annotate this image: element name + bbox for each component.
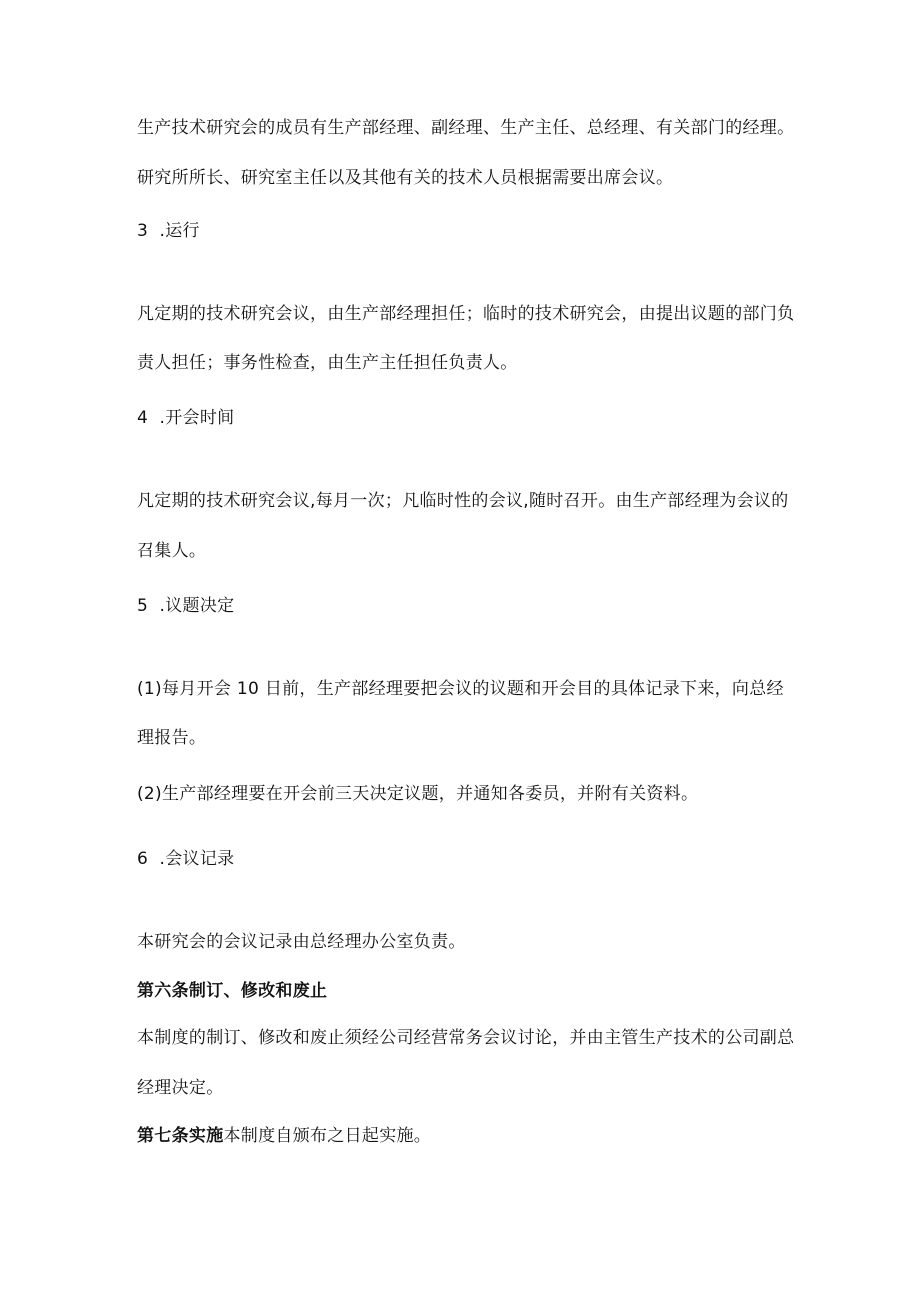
paragraph-operation-line-1: 凡定期的技术研究会议，由生产部经理担任；临时的技术研究会，由提出议题的部门负 (137, 304, 795, 324)
paragraph-members-line-1: 生产技术研究会的成员有生产部经理、副经理、生产主任、总经理、有关部门的经理。 (137, 118, 795, 138)
article-7-body: 本制度自颁布之日起实施。 (223, 1126, 432, 1146)
article-7-line (137, 1125, 431, 1147)
section-heading-agenda: 5 .议题决定 (137, 596, 235, 616)
paragraph-agenda-item1-line-2: 理报告。 (137, 728, 207, 748)
article-7-heading: 第七条实施 (137, 1126, 224, 1146)
paragraph-operation-line-2: 责人担任；事务性检查，由生产主任担任负责人。 (137, 353, 518, 373)
paragraph-minutes: 本研究会的会议记录由总经理办公室负责。 (137, 932, 466, 952)
paragraph-meeting-time-line-1: 凡定期的技术研究会议,每月一次；凡临时性的会议,随时召开。由生产部经理为会议的 (137, 491, 789, 511)
section-heading-minutes: 6 .会议记录 (137, 849, 235, 869)
section-heading-meeting-time: 4 .开会时间 (137, 408, 235, 428)
article-6-heading: 第六条制订、修改和废止 (137, 981, 328, 1001)
paragraph-article-6-line-1: 本制度的制订、修改和废止须经公司经营常务会议讨论，并由主管生产技术的公司副总 (137, 1028, 795, 1048)
paragraph-agenda-item2: (2)生产部经理要在开会前三天决定议题，并通知各委员，并附有关资料。 (137, 784, 699, 804)
paragraph-agenda-item1-line-1: (1)每月开会 10 日前，生产部经理要把会议的议题和开会目的具体记录下来，向总经 (137, 679, 784, 699)
paragraph-members-line-2: 研究所所长、研究室主任以及其他有关的技术人员根据需要出席会议。 (137, 168, 674, 188)
paragraph-meeting-time-line-2: 召集人。 (137, 541, 207, 561)
section-heading-operation: 3 .运行 (137, 221, 200, 241)
paragraph-article-6-line-2: 经理决定。 (137, 1078, 224, 1098)
